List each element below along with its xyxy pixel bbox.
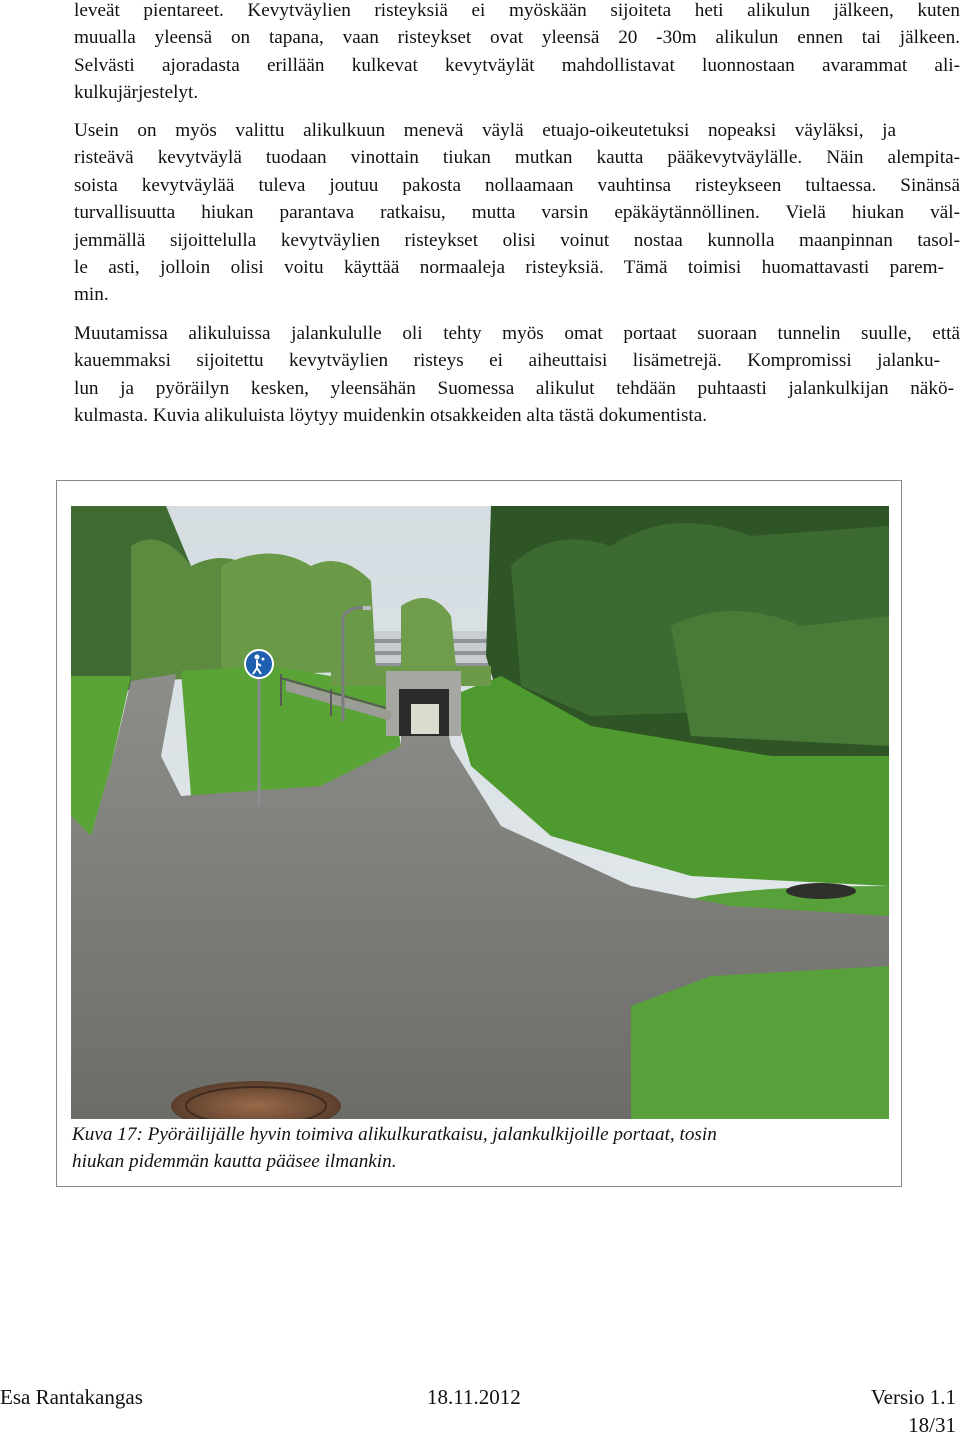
text-line: risteävä kevytväylä tuodaan vinottain tiukan mutkan kautta pääkevytväylälle. Näin alempita- bbox=[74, 147, 960, 169]
footer-date: 18.11.2012 bbox=[427, 1385, 521, 1409]
footer-version: Versio 1.1 bbox=[870, 1385, 956, 1409]
text-line: turvallisuutta hiukan parantava ratkaisu, mutta varsin epäkäytännöllinen. Vielä hiukan väl- bbox=[74, 202, 960, 224]
paragraph-3 bbox=[74, 320, 960, 430]
page-number: 18/31 bbox=[908, 1413, 956, 1437]
text-line: lun ja pyöräilyn kesken, yleensähän Suomessa alikulut tehdään puhtaasti jalankulkijan näkö- bbox=[74, 377, 954, 399]
text-line: min. bbox=[74, 284, 109, 306]
text-line: kauemmaksi sijoitettu kevytväylien risteys ei aiheuttaisi lisämetrejä. Kompromissi jalanku- bbox=[74, 350, 940, 372]
figure-caption bbox=[72, 1121, 892, 1176]
caption-line: hiukan pidemmän kautta pääsee ilmankin. bbox=[72, 1151, 397, 1173]
figure-photo bbox=[71, 506, 889, 1119]
text-line: soista kevytväylää tuleva joutuu pakosta nollaamaan vauhtinsa risteykseen tultaessa. Sinänsä bbox=[74, 174, 960, 196]
text-line: le asti, jolloin olisi voitu käyttää normaaleja risteyksiä. Tämä toimisi huomattavasti parem- bbox=[74, 257, 944, 279]
text-line: muualla yleensä on tapana, vaan risteykset ovat yleensä 20 -30m alikulun ennen tai jälkeen. bbox=[74, 27, 960, 49]
text-line: Selvästi ajoradasta erillään kulkevat kevytväylät mahdollistavat luonnostaan avarammat ali- bbox=[74, 54, 960, 76]
footer-author: Esa Rantakangas bbox=[0, 1385, 143, 1409]
paragraph-1 bbox=[74, 0, 960, 107]
text-line: Usein on myös valittu alikulkuun menevä väylä etuajo-oikeutetuksi nopeaksi väyläksi, ja bbox=[74, 120, 896, 141]
caption-line: Kuva 17: Pyöräilijälle hyvin toimiva alikulkuratkaisu, jalankulkijoille portaat, tosin bbox=[72, 1124, 717, 1145]
text-line: leveät pientareet. Kevytväylien risteyksiä ei myöskään sijoiteta heti alikulun jälkeen, kuten bbox=[74, 0, 960, 21]
text-line: jemmällä sijoittelulla kevytväylien risteykset olisi voinut nostaa kunnolla maanpinnan tasol- bbox=[74, 229, 960, 251]
text-line: Muutamissa alikuluissa jalankululle oli tehty myös omat portaat suoraan tunnelin suulle, että bbox=[74, 323, 960, 344]
paragraph-2 bbox=[74, 117, 960, 309]
text-line: kulmasta. Kuvia alikuluista löytyy muidenkin otsakkeiden alta tästä dokumentista. bbox=[74, 405, 708, 427]
puddle bbox=[786, 883, 856, 899]
text-line: kulkujärjestelyt. bbox=[74, 82, 199, 104]
underpass-tunnel bbox=[386, 671, 461, 736]
